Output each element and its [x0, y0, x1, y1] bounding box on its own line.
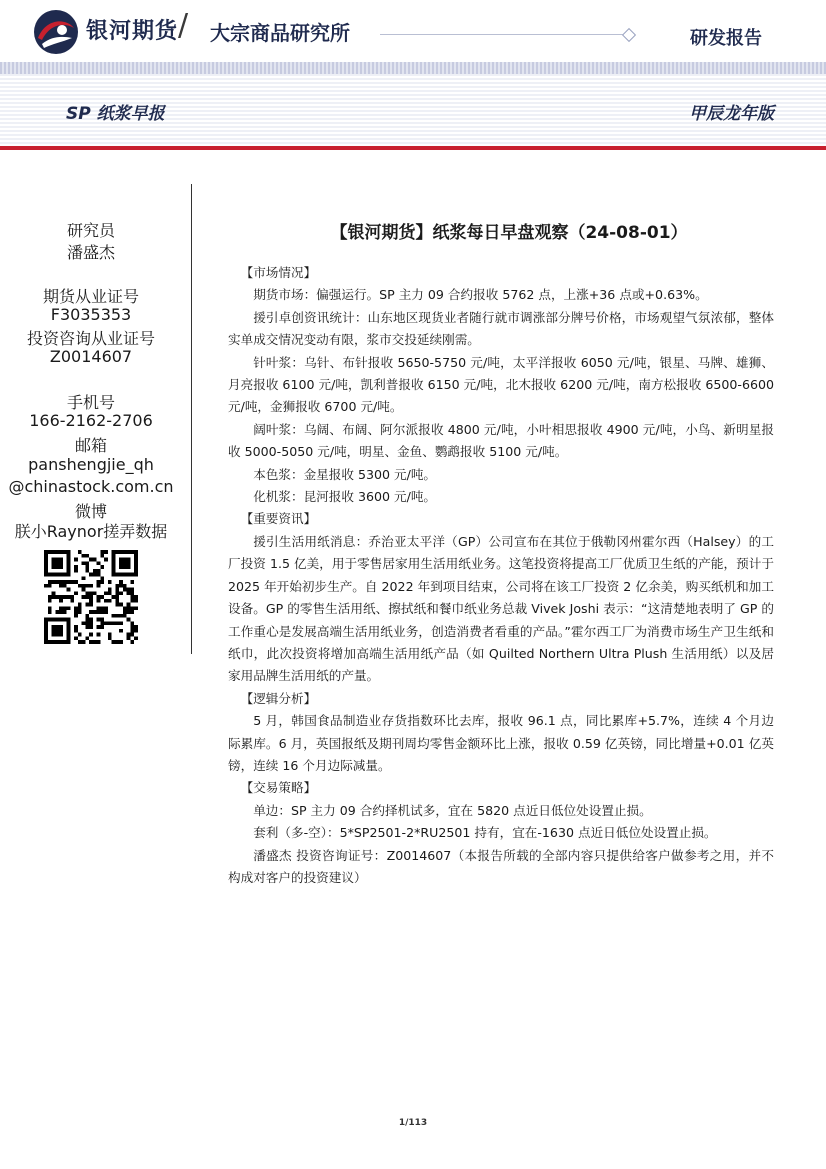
body-paragraph: 针叶浆：乌针、布针报收 5650-5750 元/吨，太平洋报收 6050 元/吨，银星、马牌、雄狮、月亮报收 6100 元/吨，凯利普报收 6150 元/吨，北木报收 6200 元/吨，南方松报收 6500-6600 元/吨，金狮报收 6700 元/吨。 — [228, 354, 774, 415]
institute-name: 大宗商品研究所 — [210, 21, 350, 45]
report-series: SP 纸浆早报 — [66, 104, 165, 124]
consult-label: 投资咨询从业证号 — [26, 329, 155, 348]
header-stripe — [0, 62, 826, 74]
red-divider — [0, 146, 826, 150]
phone-number: 166-2162-2706 — [29, 411, 153, 430]
page-header — [0, 0, 826, 62]
body-paragraph: 阔叶浆：乌阔、布阔、阿尔派报收 4800 元/吨，小叶相思报收 4900 元/吨，小鸟、新明星报收 5000-5050 元/吨，明星、金鱼、鹦鹉报收 5100 元/吨。 — [228, 421, 774, 460]
report-title: 【银河期货】纸浆每日早盘观察（24-08-01） — [330, 223, 688, 243]
diamond-icon — [622, 28, 636, 42]
researcher-label: 研究员 — [66, 221, 115, 240]
body-paragraph: 套利（多-空）：5*SP2501-2*RU2501 持有，宜在-1630 点近日低位处设置止损。 — [253, 825, 717, 841]
email-user: panshengjie_qh — [28, 455, 154, 474]
section-heading: 【逻辑分析】 — [240, 690, 317, 706]
license-label: 期货从业证号 — [42, 287, 139, 306]
email-label: 邮箱 — [74, 436, 107, 455]
page-number: 1/113 — [398, 1118, 428, 1128]
body-paragraph: 本色浆：金星报收 5300 元/吨。 — [253, 466, 437, 482]
email-domain: @chinastock.com.cn — [8, 477, 174, 496]
researcher-name: 潘盛杰 — [66, 243, 115, 262]
section-heading: 【市场情况】 — [240, 265, 317, 280]
qr-code-icon — [44, 550, 138, 644]
body-paragraph: 援引生活用纸消息：乔治亚太平洋（GP）公司宣布在其位于俄勒冈州霍尔西（Halsey）的工厂投资 1.5 亿美，用于零售居家用生活用纸业务。这笔投资将提高工厂优质卫生纸的产能，预计于 2025 年开始初步生产。自 2022 年到项目结束，公司将在该工厂投资 2 亿余美，购买纸机和加工设备。GP 的零售生活用纸、擦拭纸和餐巾纸业务总裁 Vivek Joshi 表示：“这清楚地表明了 GP 的工作重心是发展高端生活用纸业务，创造消费者看重的产品。”霍尔西工厂为消费市场生产卫生纸和纸巾，此次投资将增加高端生活用纸产品（如 Quilted Northern Ultra Plush 生活用纸）以及居家用品牌生活用纸的产量。 — [228, 533, 774, 684]
section-heading: 【交易策略】 — [240, 780, 317, 796]
report-type: 研发报告 — [690, 28, 762, 49]
weibo-label: 微博 — [74, 502, 107, 521]
consult-number: Z0014607 — [49, 347, 133, 366]
header-divider: / — [178, 8, 189, 43]
license-number: F3035353 — [50, 305, 132, 324]
body-paragraph: 5 月，韩国食品制造业存货指数环比去库，报收 96.1 点，同比累库+5.7%，连续 4 个月边际累库。6 月，英国报纸及期刊周均零售金额环比上涨，报收 0.59 亿英镑，同比增量+0.01 亿英镑，连续 16 个月边际减量。 — [228, 713, 774, 773]
body-paragraph: 潘盛杰 投资咨询证号：Z0014607（本报告所载的全部内容只提供给客户做参考之用，并不构成对客户的投资建议） — [228, 847, 774, 885]
report-body — [228, 262, 774, 889]
header-rule — [380, 34, 630, 35]
edition-label: 甲辰龙年版 — [689, 104, 774, 124]
galaxy-logo-icon — [32, 8, 80, 56]
sidebar-divider — [191, 184, 192, 654]
body-paragraph: 期货市场：偏强运行。SP 主力 09 合约报收 5762 点，上涨+36 点或+0.63%。 — [253, 287, 708, 303]
body-paragraph: 化机浆：昆河报收 3600 元/吨。 — [253, 489, 437, 505]
phone-label: 手机号 — [66, 393, 115, 412]
weibo-name: 朕小Raynor搓弄数据 — [14, 522, 168, 541]
section-heading: 【重要资讯】 — [240, 511, 317, 527]
body-paragraph: 单边：SP 主力 09 合约择机试多，宜在 5820 点近日低位处设置止损。 — [253, 802, 652, 818]
body-paragraph: 援引卓创资讯统计：山东地区现货业者随行就市调涨部分牌号价格，市场观望气氛浓郁，整体实单成交情况变动有限，浆市交投延续刚需。 — [228, 309, 774, 348]
company-name: 银河期货 — [86, 19, 179, 44]
